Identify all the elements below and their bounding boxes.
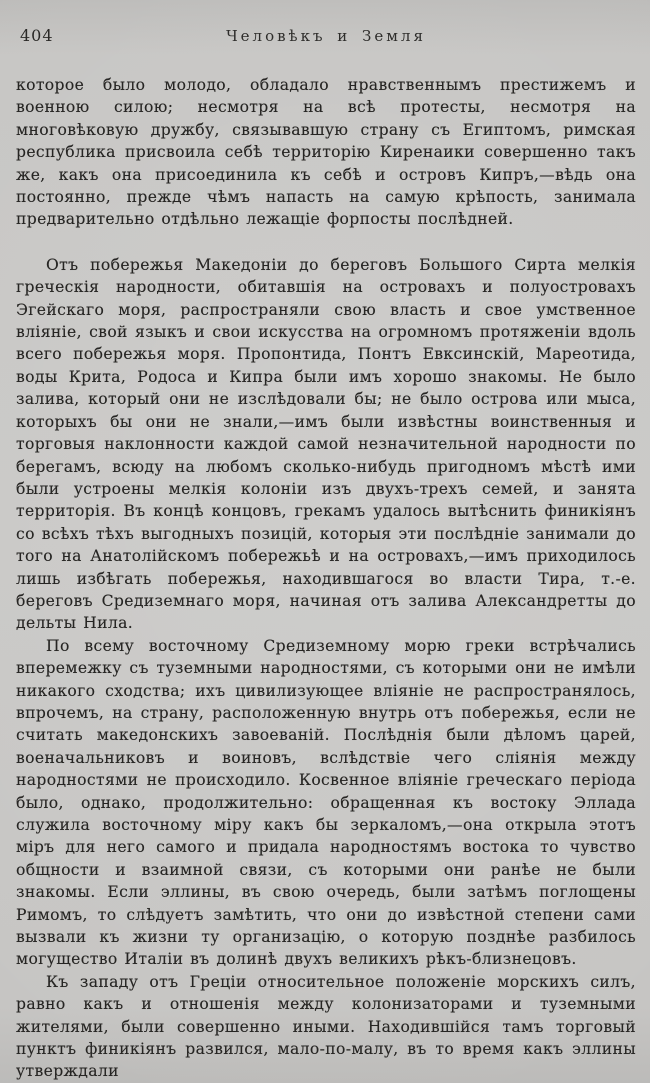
paragraph-continuation: которое было молодо, обладало нравственнымъ престижемъ и военною силою; несмотря на всѣ протесты, несмотря на многовѣковую дружбу, связывавшую страну съ Египтомъ, римская республика присвоила себѣ территорію Киренаики совершенно такъ же, какъ она присоединила къ себѣ и островъ Кипръ,—вѣдь она постоянно, прежде чѣмъ напасть на самую крѣпость, занимала предварительно отдѣльно лежащіе форпосты послѣдней.	[16, 76, 636, 229]
paragraph: По всему восточному Средиземному морю греки встрѣчались вперемежку съ туземными народностями, съ которыми они не имѣли никакого сходства; ихъ цивилизующее вліяніе не распространялось, впрочемъ, на страну, расположенную внутрь отъ побережья, если не считать македонскихъ завоеваній. Послѣднія были дѣломъ царей, военачальниковъ и воиновъ, вслѣдствіе чего сліянія между народностями не происходило. Косвенное вліяніе греческаго періода было, однако, продолжительно: обращенная къ востоку Эллада служила восточному міру какъ бы зеркаломъ,—она открыла этотъ міръ для него самого и придала народностямъ востока то чувство общности и взаимной связи, съ которыми они ранѣе не были знакомы. Если эллины, въ свою очередь, были затѣмъ поглощены Римомъ, то слѣдуетъ замѣтить, что они до извѣстной степени сами вызвали къ жизни ту организацію, о которую позднѣе разбилось могущество Италіи въ долинѣ двухъ великихъ рѣкъ-близнецовъ.	[16, 636, 636, 969]
paragraph: Къ западу отъ Греціи относительное положеніе морскихъ силъ, равно какъ и отношенія между колонизаторами и туземными жителями, были совершенно иными. Находившійся тамъ торговый пунктъ финикіянъ развился, мало-по-малу, въ то время какъ эллины утверждали	[16, 972, 636, 1081]
page-number: 404	[20, 26, 54, 45]
page-header	[16, 26, 636, 50]
running-title: Человѣкъ и Земля	[226, 27, 426, 45]
paragraph: Отъ побережья Македоніи до береговъ Большого Сирта мелкія греческія народности, обитавшія на островахъ и полуостровахъ Эгейскаго моря, распространяли свою власть и свое умственное вліяніе, свой языкъ и свои искусства на огромномъ протяженіи вдоль всего побережья моря. Пропонтида, Понтъ Евксинскій, Мареотида, воды Крита, Родоса и Кипра были имъ хорошо знакомы. Не было залива, который они не изслѣдовали бы; не было острова или мыса, которыхъ бы они не знали,—имъ были извѣстны воинственныя и торговыя наклонности каждой самой незначительной народности по берегамъ, всюду на любомъ сколько-нибудь пригодномъ мѣстѣ ими были устроены мелкія колоніи изъ двухъ-трехъ семей, и занята территорія. Въ концѣ концовъ, грекамъ удалось вытѣснить финикіянъ со всѣхъ тѣхъ выгодныхъ позицій, которыя эти послѣдніе занимали до того на Анатолійскомъ побережьѣ и на островахъ,—имъ приходилось лишь избѣгать побережья, находившагося во власти Тира, т.-е. береговъ Средиземнаго моря, начиная отъ залива Александретты до дельты Нила.	[16, 255, 636, 633]
text-block	[16, 74, 636, 1083]
